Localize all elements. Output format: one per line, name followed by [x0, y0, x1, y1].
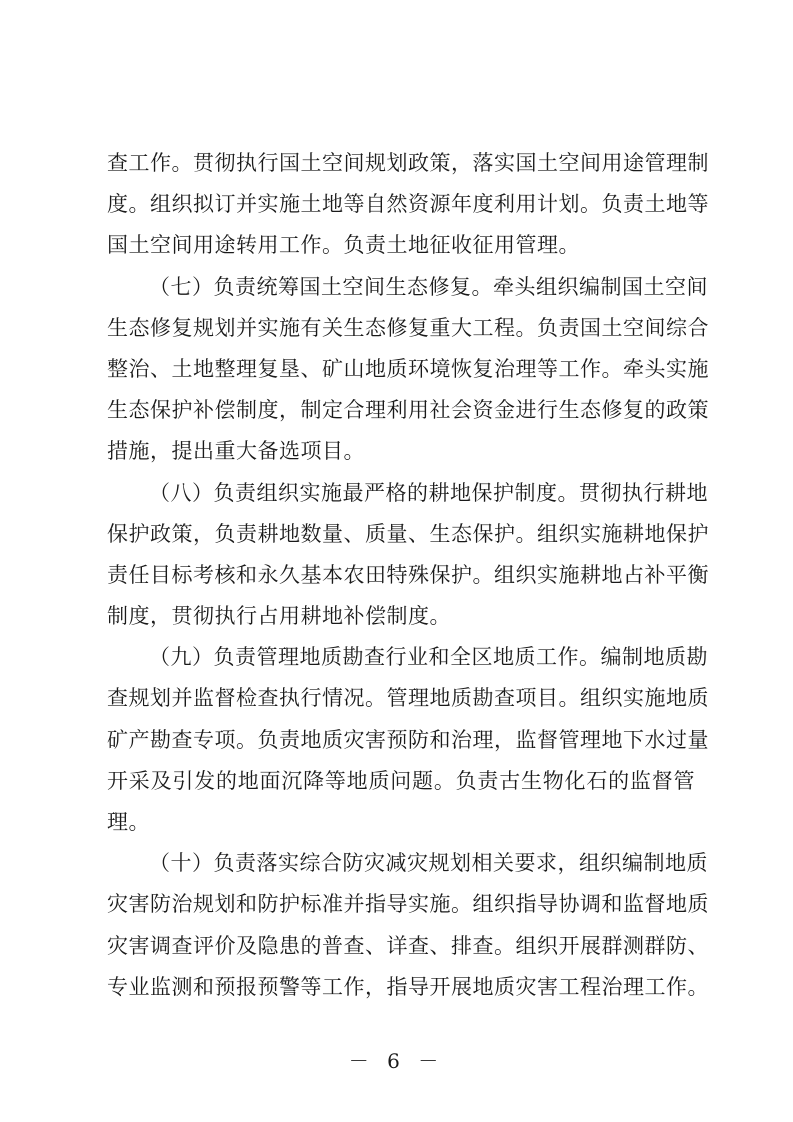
text-line: 制度，贯彻执行占用耕地补偿制度。 [107, 604, 451, 629]
paragraph-9-start: （九）负责管理地质勘查行业和全区地质工作。编制地质勘 [149, 645, 708, 670]
text-line: 度。组织拟订并实施土地等自然资源年度利用计划。负责土地等 [107, 192, 709, 217]
text-line: 整治、土地整理复垦、矿山地质环境恢复治理等工作。牵头实施 [107, 356, 709, 381]
text-line: 开采及引发的地面沉降等地质问题。负责古生物化石的监督管 [107, 768, 695, 793]
text-line: 理。 [107, 810, 150, 834]
text-line: 责任目标考核和永久基本农田特殊保护。组织实施耕地占补平衡 [107, 562, 709, 587]
paragraph-7-start: （七）负责统筹国土空间生态修复。牵头组织编制国土空间 [149, 274, 708, 299]
paragraph-8-start: （八）负责组织实施最严格的耕地保护制度。贯彻执行耕地 [149, 480, 708, 505]
text-line: 灾害调查评价及隐患的普查、详查、排查。组织开展群测群防、 [107, 933, 709, 958]
text-line: 生态保护补偿制度，制定合理利用社会资金进行生态修复的政策 [107, 398, 709, 423]
text-line: 灾害防治规划和防护标准并指导实施。组织指导协调和监督地质 [107, 892, 709, 917]
text-line: 查规划并监督检查执行情况。管理地质勘查项目。组织实施地质 [107, 686, 709, 711]
text-line: 措施，提出重大备选项目。 [107, 439, 365, 464]
page-number: － 6 － [348, 1049, 445, 1073]
text-line: 矿产勘查专项。负责地质灾害预防和治理，监督管理地下水过量 [107, 727, 709, 752]
text-line: 专业监测和预报预警等工作，指导开展地质灾害工程治理工作。 [107, 974, 709, 999]
text-line: 查工作。贯彻执行国土空间规划政策，落实国土空间用途管理制 [107, 151, 709, 175]
text-line: 国土空间用途转用工作。负责土地征收征用管理。 [107, 233, 580, 258]
body-text [107, 143, 709, 1008]
text-line: 保护政策，负责耕地数量、质量、生态保护。组织实施耕地保护 [107, 521, 709, 546]
paragraph-10-start: （十）负责落实综合防灾减灾规划相关要求，组织编制地质 [149, 851, 708, 876]
text-line: 生态修复规划并实施有关生态修复重大工程。负责国土空间综合 [107, 315, 709, 340]
